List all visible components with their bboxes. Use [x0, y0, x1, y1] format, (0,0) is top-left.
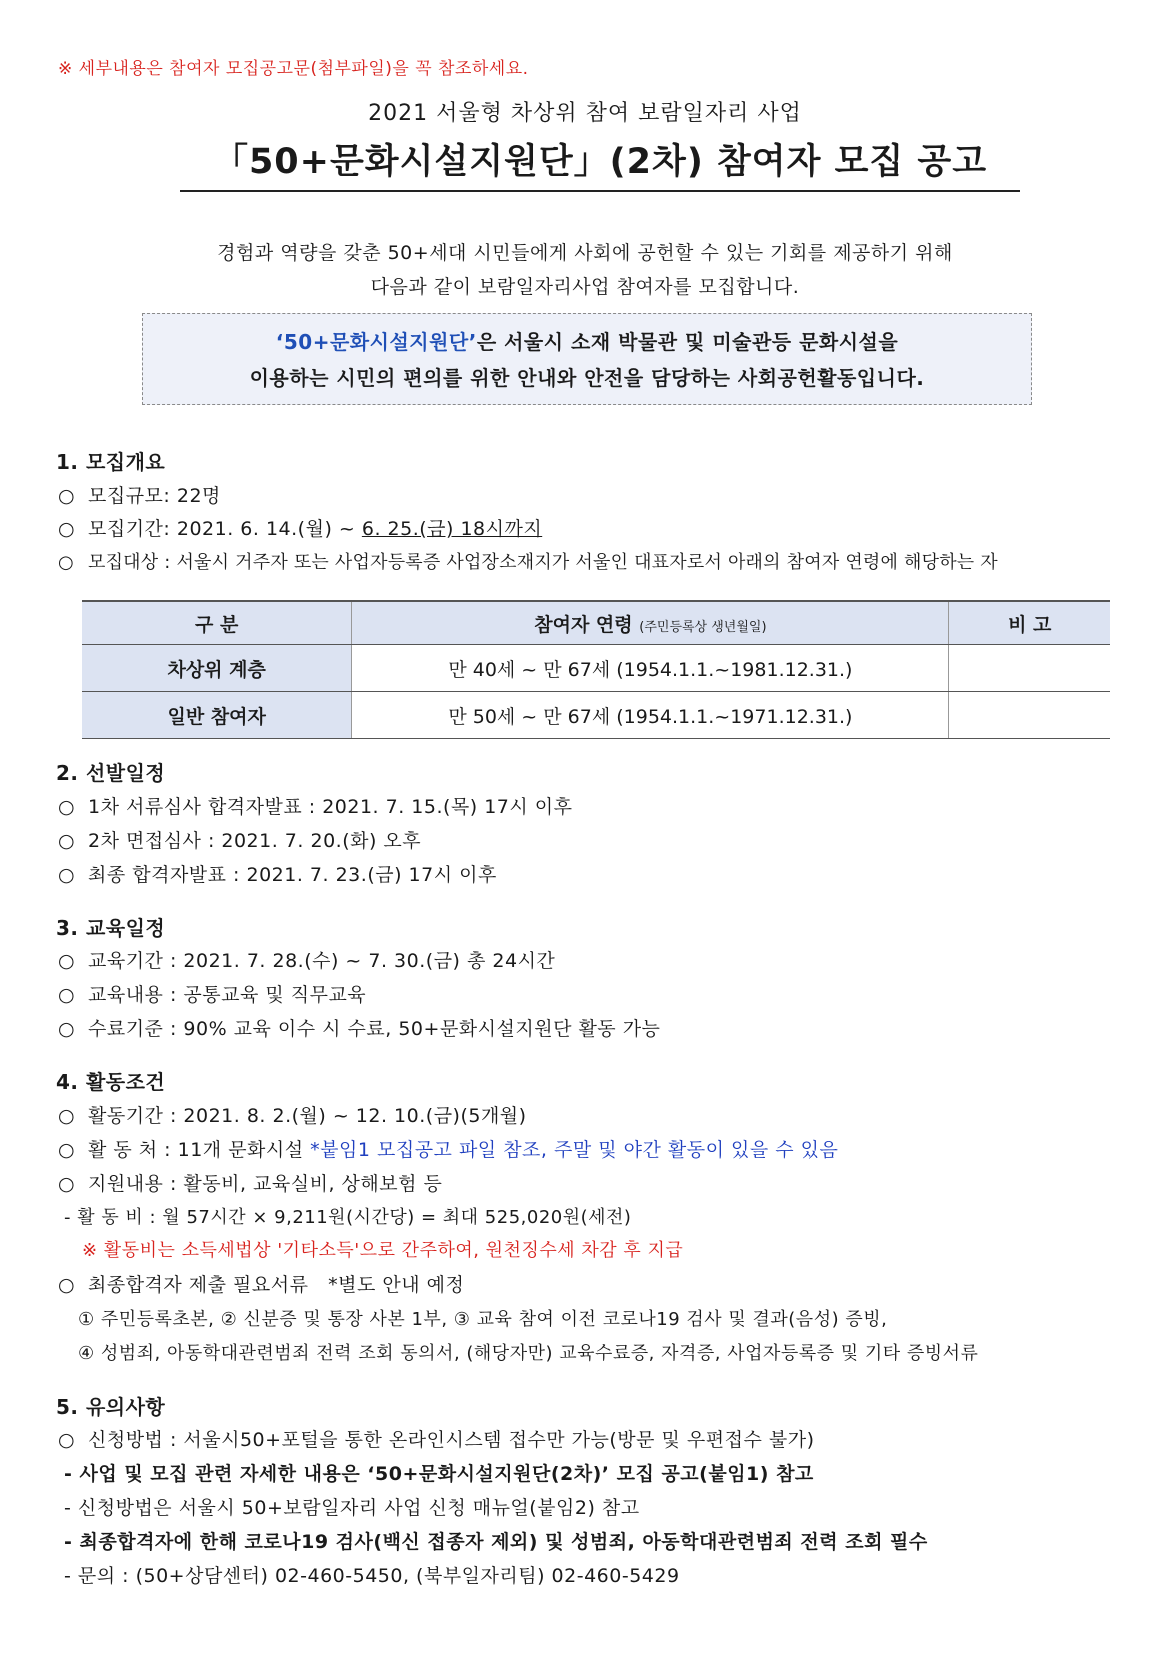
column-header-age-note: (주민등록상 생년월일): [639, 619, 767, 635]
row-label: 차상위 계층: [82, 645, 352, 692]
recruit-scale-text: 모집규모: 22명: [88, 485, 221, 507]
contact-info: - 문의 : (50+상담센터) 02-460-5450, (북부일자리팀) 02-460-5429: [64, 1565, 680, 1587]
bullet-icon: ○: [58, 1018, 76, 1040]
age-requirement-table: [82, 600, 1110, 739]
row-label: 일반 참여자: [82, 692, 352, 739]
column-header-age: [352, 601, 949, 645]
activity-place-text: 활 동 처 : 11개 문화시설: [88, 1139, 311, 1161]
row-remarks: [949, 645, 1110, 692]
row-age: 만 40세 ~ 만 67세 (1954.1.1.~1981.12.31.): [352, 645, 949, 692]
activity-period: [58, 1101, 527, 1128]
intro-line-1: 경험과 역량을 갖춘 50+세대 시민들에게 사회에 공헌할 수 있는 기회를 제공하기 위해: [217, 242, 953, 264]
column-header-category: 구 분: [82, 601, 352, 645]
header-subtitle: 2021 서울형 차상위 참여 보람일자리 사업: [368, 101, 802, 126]
education-text: 수료기준 : 90% 교육 이수 시 수료, 50+문화시설지원단 활동 가능: [88, 1018, 661, 1040]
recruit-period: [58, 514, 542, 541]
intro-text: [0, 236, 1170, 304]
education-text: 교육기간 : 2021. 7. 28.(수) ~ 7. 30.(금) 총 24시간: [88, 950, 556, 972]
required-documents: [58, 1270, 464, 1297]
recruit-target-text: 모집대상 : 서울시 거주자 또는 사업자등록증 사업장소재지가 서울인 대표자로서 아래의 참여자 연령에 해당하는 자: [88, 552, 998, 573]
bullet-icon: ○: [58, 485, 76, 507]
required-documents-line-2: ④ 성범죄, 아동학대관련범죄 전력 조회 동의서, (해당자만) 교육수료증, 자격증, 사업자등록증 및 기타 증빙서류: [78, 1343, 979, 1364]
application-method: [58, 1425, 815, 1452]
bullet-icon: ○: [58, 950, 76, 972]
schedule-item: [58, 826, 421, 853]
activity-place-note: *붙임1 모집공고 파일 참조, 주말 및 야간 활동이 있을 수 있음: [310, 1139, 839, 1161]
attachment-notice: ※ 세부내용은 참여자 모집공고문(첨부파일)을 꼭 참조하세요.: [58, 59, 529, 79]
recruit-target: [58, 548, 998, 574]
recruit-deadline: 6. 25.(금) 18시까지: [361, 518, 543, 540]
section-3-title: 3. 교육일정: [56, 916, 166, 940]
schedule-item: [58, 860, 497, 887]
schedule-text: 최종 합격자발표 : 2021. 7. 23.(금) 17시 이후: [88, 864, 497, 886]
table-row: [82, 645, 1110, 692]
schedule-text: 1차 서류심사 합격자발표 : 2021. 7. 15.(목) 17시 이후: [88, 796, 573, 818]
support-content-text: 지원내용 : 활동비, 교육실비, 상해보험 등: [88, 1173, 443, 1195]
required-check-notice: - 최종합격자에 한해 코로나19 검사(백신 접종자 제외) 및 성범죄, 아동학대관련범죄 전력 조회 필수: [64, 1531, 928, 1553]
recruit-scale: [58, 481, 221, 508]
activity-pay-notice: ※ 활동비는 소득세법상 '기타소득'으로 간주하여, 원천징수세 차감 후 지급: [82, 1240, 684, 1261]
program-description-rest: 은 서울시 소재 박물관 및 미술관등 문화시설을: [476, 330, 899, 354]
detail-reference: - 사업 및 모집 관련 자세한 내용은 ‘50+문화시설지원단(2차)’ 모집 공고(붙임1) 참고: [64, 1463, 814, 1485]
education-item: [58, 980, 366, 1007]
bullet-icon: ○: [58, 984, 76, 1006]
program-description-box: [142, 313, 1032, 405]
activity-period-text: 활동기간 : 2021. 8. 2.(월) ~ 12. 10.(금)(5개월): [88, 1105, 527, 1127]
program-name: ‘50+문화시설지원단’: [275, 330, 477, 354]
table-row: [82, 692, 1110, 739]
bullet-icon: ○: [58, 1274, 76, 1296]
row-age: 만 50세 ~ 만 67세 (1954.1.1.~1971.12.31.): [352, 692, 949, 739]
education-item: [58, 946, 555, 973]
education-text: 교육내용 : 공통교육 및 직무교육: [88, 984, 367, 1006]
bullet-icon: ○: [58, 830, 76, 852]
intro-line-2: 다음과 같이 보람일자리사업 참여자를 모집합니다.: [370, 276, 800, 298]
bullet-icon: ○: [58, 1139, 76, 1161]
support-content: [58, 1169, 442, 1196]
recruit-period-text: 모집기간: 2021. 6. 14.(월) ~: [88, 518, 362, 540]
bullet-icon: ○: [58, 552, 74, 573]
section-4-title: 4. 활동조건: [56, 1070, 166, 1094]
bullet-icon: ○: [58, 518, 76, 540]
activity-pay: - 활 동 비 : 월 57시간 × 9,211원(시간당) = 최대 525,020원(세전): [64, 1207, 632, 1228]
section-2-title: 2. 선발일정: [56, 761, 166, 785]
required-documents-note: *별도 안내 예정: [328, 1274, 465, 1296]
required-documents-title: 최종합격자 제출 필요서류: [88, 1274, 309, 1296]
required-documents-line-1: ① 주민등록초본, ② 신분증 및 통장 사본 1부, ③ 교육 참여 이전 코로나19 검사 및 결과(음성) 증빙,: [78, 1309, 888, 1330]
page-title: 「50+문화시설지원단」(2차) 참여자 모집 공고: [180, 134, 1020, 192]
schedule-item: [58, 792, 573, 819]
row-remarks: [949, 692, 1110, 739]
bullet-icon: ○: [58, 864, 76, 886]
bullet-icon: ○: [58, 1173, 76, 1195]
education-item: [58, 1014, 660, 1041]
column-header-remarks: 비 고: [949, 601, 1110, 645]
section-1-title: 1. 모집개요: [56, 450, 166, 474]
section-5-title: 5. 유의사항: [56, 1395, 166, 1419]
manual-reference: - 신청방법은 서울시 50+보람일자리 사업 신청 매뉴얼(붙임2) 참고: [64, 1497, 640, 1519]
bullet-icon: ○: [58, 796, 76, 818]
column-header-age-label: 참여자 연령: [534, 613, 633, 636]
bullet-icon: ○: [58, 1105, 76, 1127]
bullet-icon: ○: [58, 1429, 76, 1451]
program-description-line-1: [143, 324, 1031, 360]
table-header-row: [82, 601, 1110, 645]
schedule-text: 2차 면접심사 : 2021. 7. 20.(화) 오후: [88, 830, 422, 852]
activity-place: [58, 1135, 838, 1162]
program-description-line-2: 이용하는 시민의 편의를 위한 안내와 안전을 담당하는 사회공헌활동입니다.: [249, 366, 925, 390]
application-method-text: 신청방법 : 서울시50+포털을 통한 온라인시스템 접수만 가능(방문 및 우편접수 불가): [88, 1429, 815, 1451]
